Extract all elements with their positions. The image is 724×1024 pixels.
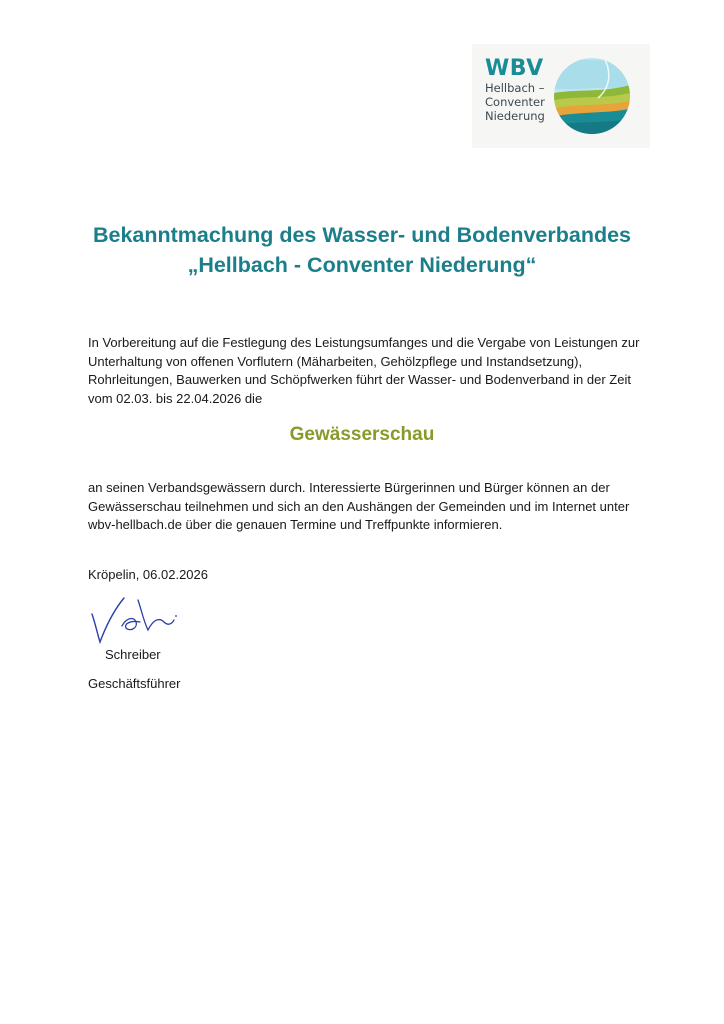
highlight-heading: Gewässerschau: [289, 424, 435, 445]
signer-role: Geschäftsführer: [88, 676, 181, 691]
paragraph-intro: In Vorbereitung auf die Festlegung des Leistungsumfanges und die Vergabe von Leistungen zur Unterhaltung von offenen Vorflutern (Mäharbeiten, Gehölzpflege und Instandsetzung), Rohrleitungen, Bauwerken und Schöpfwerken führt der Wasser- und Bodenverband in der Zeit vom 02.03. bis 22.04.2026 die: [88, 335, 640, 407]
place-and-date: Kröpelin, 06.02.2026: [88, 567, 208, 582]
title-line-1: Bekanntmachung des Wasser- und Bodenverbandes: [92, 223, 631, 247]
page-title: [0, 220, 724, 280]
title-line-2: „Hellbach - Conventer Niederung“: [187, 253, 537, 277]
signer-name: Schreiber: [105, 647, 161, 662]
wbv-logo: [472, 44, 650, 148]
logo-line-1: Hellbach –: [485, 81, 545, 95]
handwritten-signature: [86, 592, 186, 648]
logo-wordmark: [485, 57, 545, 123]
paragraph-details: an seinen Verbandsgewässern durch. Interessierte Bürgerinnen und Bürger können an der Gewässerschau teilnehmen und sich an den Aushängen der Gemeinden und im Internet unter wbv-hellbach.de über die genauen Termine und Treffpunkte informieren.: [88, 480, 630, 533]
logo-abbreviation: WBV: [485, 56, 544, 81]
logo-line-2: Conventer: [485, 95, 545, 109]
logo-line-3: Niederung: [485, 109, 545, 123]
logo-emblem-icon: [550, 54, 634, 138]
